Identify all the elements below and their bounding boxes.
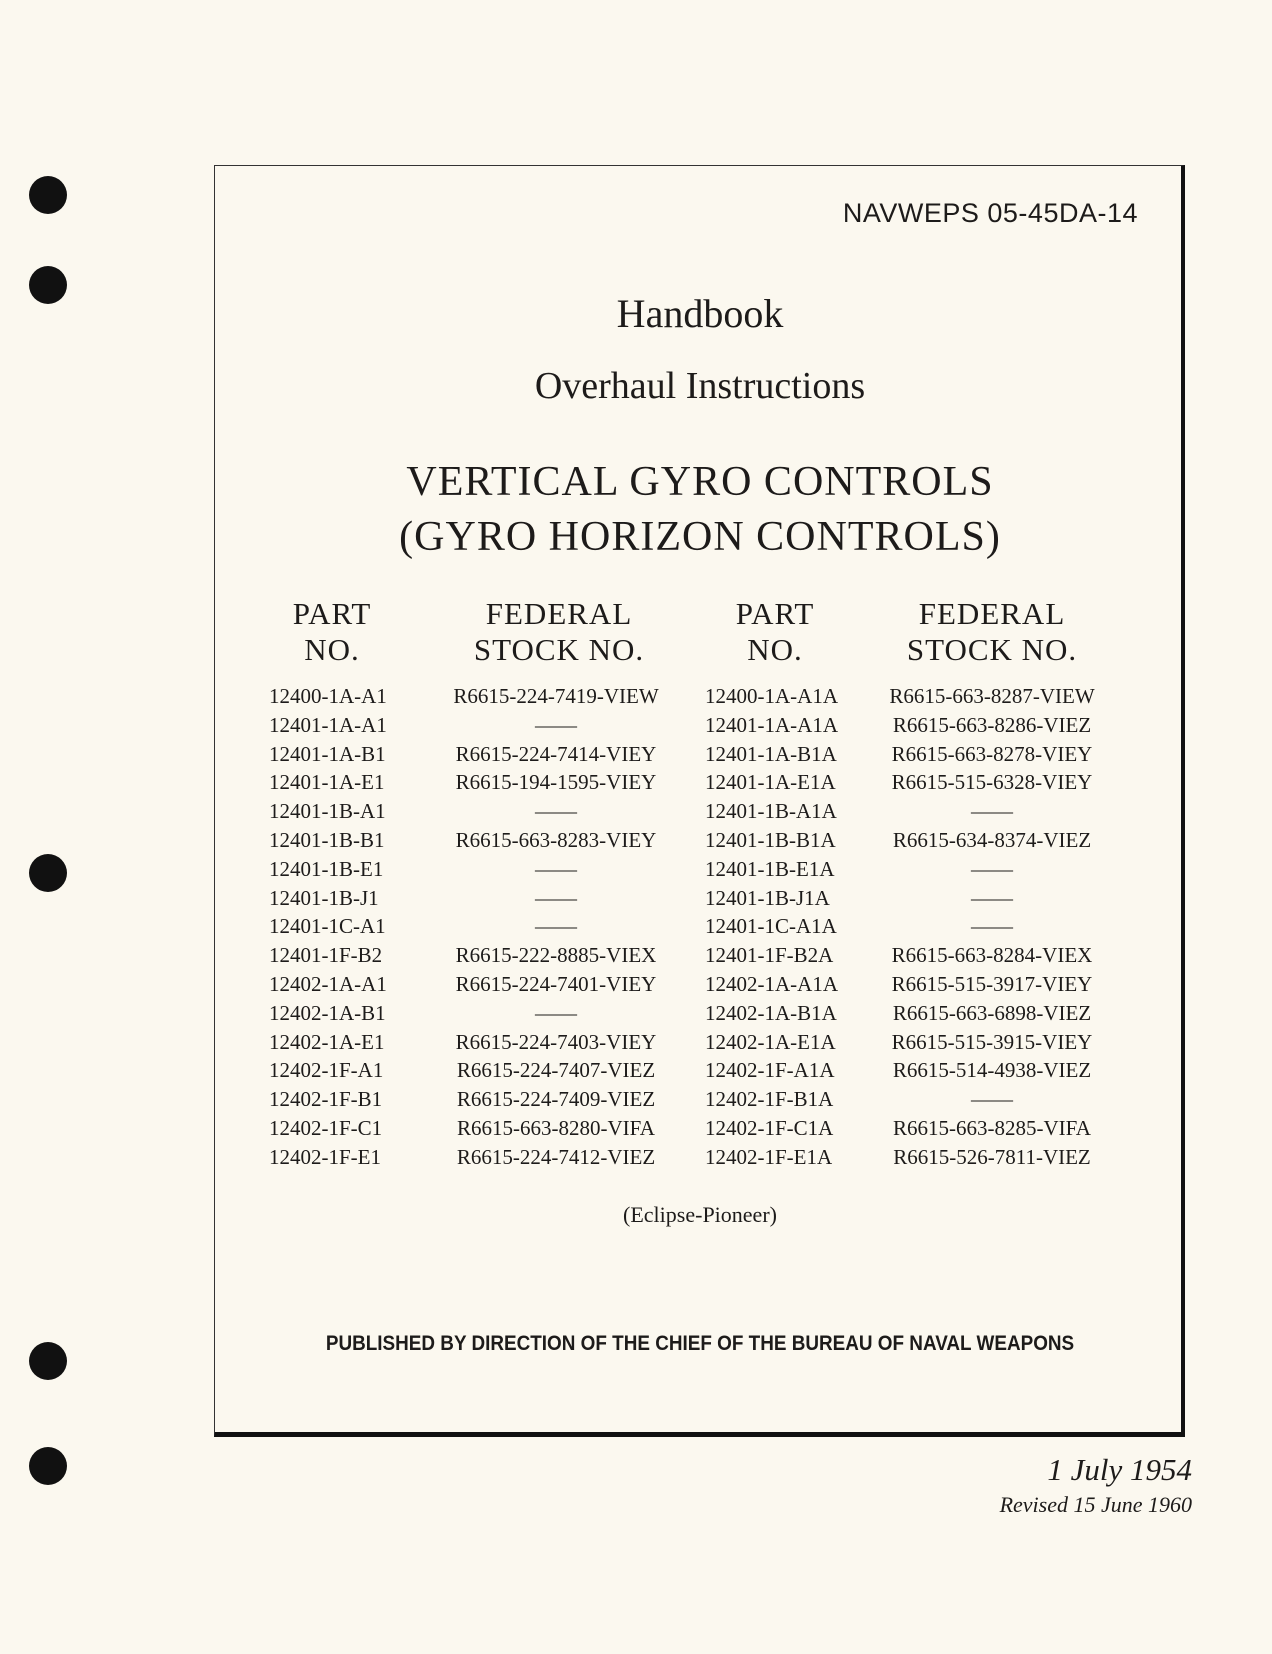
part-number: 12401-1F-B2 <box>269 943 383 968</box>
federal-stock-number: R6615-663-8283-VIEY <box>455 828 657 852</box>
part-number: 12402-1F-A1A <box>705 1058 835 1083</box>
federal-stock-number: —— <box>971 1087 1013 1112</box>
table-row <box>0 799 1272 828</box>
federal-stock-number: R6615-224-7414-VIEY <box>455 741 657 766</box>
federal-stock-number: R6615-515-3917-VIEY <box>891 972 1093 996</box>
table-row <box>0 1030 1272 1059</box>
table-row <box>0 914 1272 943</box>
part-number: 12401-1C-A1 <box>269 914 386 939</box>
part-number: 12401-1C-A1A <box>705 914 837 939</box>
federal-stock-number: R6615-663-8285-VIFA <box>893 1116 1091 1140</box>
federal-stock-number: R6615-663-8287-VIEW <box>889 684 1095 708</box>
revision-date: Revised 15 June 1960 <box>999 1492 1192 1517</box>
part-number: 12401-1A-B1A <box>705 741 837 766</box>
federal-stock-number: R6615-224-7401-VIEY <box>455 972 657 996</box>
federal-stock-number: R6615-526-7811-VIEZ <box>893 1144 1091 1169</box>
part-number: 12400-1A-A1A <box>705 684 838 708</box>
part-number: 12401-1A-B1 <box>269 741 386 766</box>
federal-stock-number: —— <box>535 712 577 737</box>
table-row <box>0 857 1272 886</box>
table-row <box>0 684 1272 713</box>
part-number: 12401-1B-B1A <box>705 828 836 852</box>
federal-stock-number: —— <box>535 1000 577 1025</box>
header-part-no-2: PART NO. <box>735 596 815 667</box>
federal-stock-number: R6615-515-6328-VIEY <box>891 770 1093 795</box>
part-number: 12402-1A-A1 <box>269 972 387 996</box>
federal-stock-number: R6615-194-1595-VIEY <box>455 770 657 795</box>
federal-stock-number: R6615-663-8278-VIEY <box>891 741 1093 766</box>
punch-hole <box>29 1342 67 1380</box>
part-number: 12401-1A-E1A <box>705 770 836 795</box>
manufacturer: (Eclipse-Pioneer) <box>623 1202 777 1227</box>
part-number: 12400-1A-A1 <box>269 684 387 708</box>
part-number: 12402-1A-B1 <box>269 1000 386 1025</box>
table-row <box>0 943 1272 972</box>
part-number: 12402-1F-C1A <box>705 1116 834 1140</box>
punch-hole <box>29 1447 67 1485</box>
part-number: 12401-1B-B1 <box>269 828 385 852</box>
part-number: 12402-1F-B1A <box>705 1087 834 1112</box>
part-number: 12401-1B-J1A <box>705 885 830 910</box>
table-row <box>0 886 1272 915</box>
federal-stock-number: R6615-634-8374-VIEZ <box>892 828 1092 852</box>
heading-handbook: Handbook <box>616 291 784 336</box>
table-row <box>0 713 1272 742</box>
part-number: 12401-1B-A1A <box>705 799 837 824</box>
header-part-no: PART NO. <box>292 596 372 667</box>
table-row <box>0 1087 1272 1116</box>
part-number: 12401-1A-A1 <box>269 712 387 737</box>
table-row <box>0 742 1272 771</box>
document-number: NAVWEPS 05-45DA-14 <box>842 198 1138 228</box>
part-number: 12401-1F-B2A <box>705 943 834 968</box>
federal-stock-number: R6615-222-8885-VIEX <box>455 943 657 968</box>
federal-stock-number: R6615-224-7412-VIEZ <box>456 1144 656 1169</box>
federal-stock-number: —— <box>535 799 577 824</box>
part-number: 12402-1A-A1A <box>705 972 838 996</box>
part-number: 12402-1F-E1 <box>269 1144 381 1169</box>
part-number: 12401-1B-A1 <box>269 799 386 824</box>
part-number: 12401-1B-J1 <box>269 885 379 910</box>
heading-overhaul: Overhaul Instructions <box>534 365 866 407</box>
table-row <box>0 1001 1272 1030</box>
part-number: 12401-1B-E1 <box>269 856 384 881</box>
part-number: 12402-1A-E1 <box>269 1029 385 1054</box>
table-row <box>0 1116 1272 1145</box>
federal-stock-number: —— <box>535 856 577 881</box>
part-number: 12402-1A-B1A <box>705 1000 837 1025</box>
header-federal-stock-no: FEDERAL STOCK NO. <box>473 596 645 667</box>
federal-stock-number: R6615-663-8284-VIEX <box>891 943 1093 968</box>
punch-hole <box>29 176 67 214</box>
table-row <box>0 972 1272 1001</box>
federal-stock-number: R6615-663-6898-VIEZ <box>892 1000 1092 1025</box>
table-row <box>0 1145 1272 1174</box>
part-number: 12401-1B-E1A <box>705 856 835 881</box>
title-line2: (GYRO HORIZON CONTROLS) <box>399 514 1001 560</box>
publication-date: 1 July 1954 <box>1047 1452 1192 1487</box>
federal-stock-number: R6615-224-7407-VIEZ <box>456 1058 656 1083</box>
federal-stock-number: —— <box>971 799 1013 824</box>
title-line1: VERTICAL GYRO CONTROLS <box>406 459 994 505</box>
federal-stock-number: R6615-224-7409-VIEZ <box>456 1087 656 1112</box>
federal-stock-number: —— <box>971 856 1013 881</box>
federal-stock-number: R6615-515-3915-VIEY <box>891 1029 1093 1054</box>
part-number: 12401-1A-E1 <box>269 770 385 795</box>
federal-stock-number: R6615-663-8280-VIFA <box>457 1116 655 1140</box>
part-number: 12402-1A-E1A <box>705 1029 836 1054</box>
federal-stock-number: R6615-224-7419-VIEW <box>453 684 659 708</box>
federal-stock-number: —— <box>535 914 577 939</box>
part-number: 12402-1F-B1 <box>269 1087 383 1112</box>
federal-stock-number: —— <box>971 914 1013 939</box>
federal-stock-number: R6615-663-8286-VIEZ <box>892 712 1092 737</box>
table-row <box>0 828 1272 857</box>
federal-stock-number: R6615-224-7403-VIEY <box>455 1029 657 1054</box>
table-row <box>0 770 1272 799</box>
federal-stock-number: R6615-514-4938-VIEZ <box>892 1058 1092 1083</box>
federal-stock-number: —— <box>535 885 577 910</box>
part-number: 12401-1A-A1A <box>705 712 838 737</box>
punch-hole <box>29 266 67 304</box>
part-number: 12402-1F-E1A <box>705 1144 833 1169</box>
publisher-statement: PUBLISHED BY DIRECTION OF THE CHIEF OF THE BUREAU OF NAVAL WEAPONS <box>325 1332 1075 1355</box>
header-federal-stock-no-2: FEDERAL STOCK NO. <box>906 596 1078 667</box>
federal-stock-number: —— <box>971 885 1013 910</box>
table-row <box>0 1058 1272 1087</box>
part-number: 12402-1F-A1 <box>269 1058 384 1083</box>
part-number: 12402-1F-C1 <box>269 1116 383 1140</box>
